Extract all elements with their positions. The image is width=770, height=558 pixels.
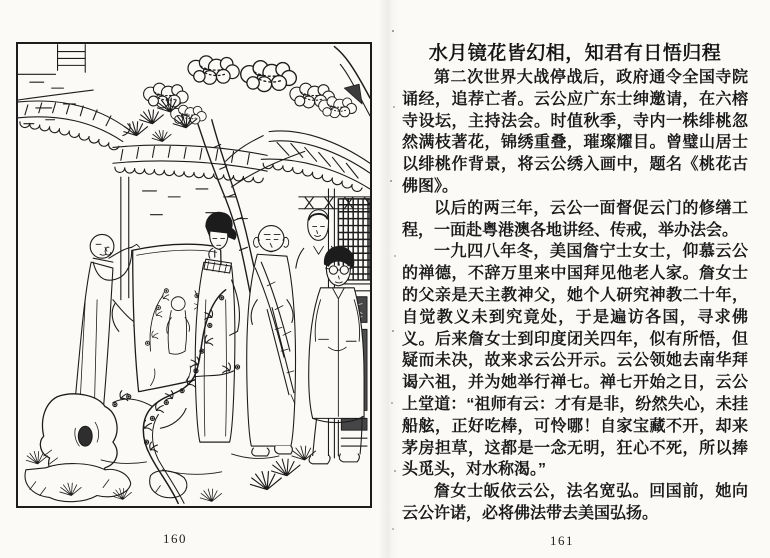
left-page-number: 160 bbox=[163, 531, 187, 546]
right-page-number: 161 bbox=[550, 533, 574, 548]
garden-rocks bbox=[25, 394, 187, 502]
paragraph-1: 第二次世界大战停战后，政府通令全国寺院诵经，追荐亡者。云公应广东士绅邀请，在六榕寺设坛，主持法会。时值秋季，寺内一株绯桃忽然满枝著花，锦绣重叠，璀璨耀目。曾璧山居士以绯桃作背景，将云公绣入画中，题名《桃花古佛图》。 bbox=[402, 69, 748, 195]
scan-speckles bbox=[392, 30, 394, 32]
elder-monk bbox=[247, 226, 296, 456]
chapter-title: 水月镜花皆幻相，知君有日悟归程 bbox=[428, 43, 722, 64]
paragraph-3: 一九四八年冬，美国詹宁士女士，仰慕云公的禅德，不辞万里来中国拜见他老人家。詹女士的父亲是天主教神父，她个人研究神教二十年，自觉教义未到究竟处，于是遍访各国，寻求佛义。后来詹女士到印度闭关四年，似有所悟，但疑而未决，故来求云公开示。云公领她去南华拜谒六祖，并为她举行禅七。禅七开始之日，云公上堂道：“祖师有云：才有是非，纷然失心，未挂船舷，正好吃棒，可怜哪！自家宝藏不开，却来茅房担草，这都是一念无明，狂心不死，所以捧头觅头，对水称渴。” bbox=[402, 243, 748, 479]
illustration-frame bbox=[16, 42, 372, 508]
page-gutter bbox=[378, 0, 400, 558]
illustration bbox=[18, 44, 370, 506]
paragraph-4: 詹女士皈依云公，法名宽弘。回国前，她向云公许诺，必将佛法带去美国弘扬。 bbox=[402, 483, 748, 522]
paragraph-2: 以后的两三年，云公一面督促云门的修缮工程，一面赴粤港澳各地讲经、传戒，举办法会。 bbox=[402, 199, 748, 239]
body-text bbox=[402, 67, 748, 525]
